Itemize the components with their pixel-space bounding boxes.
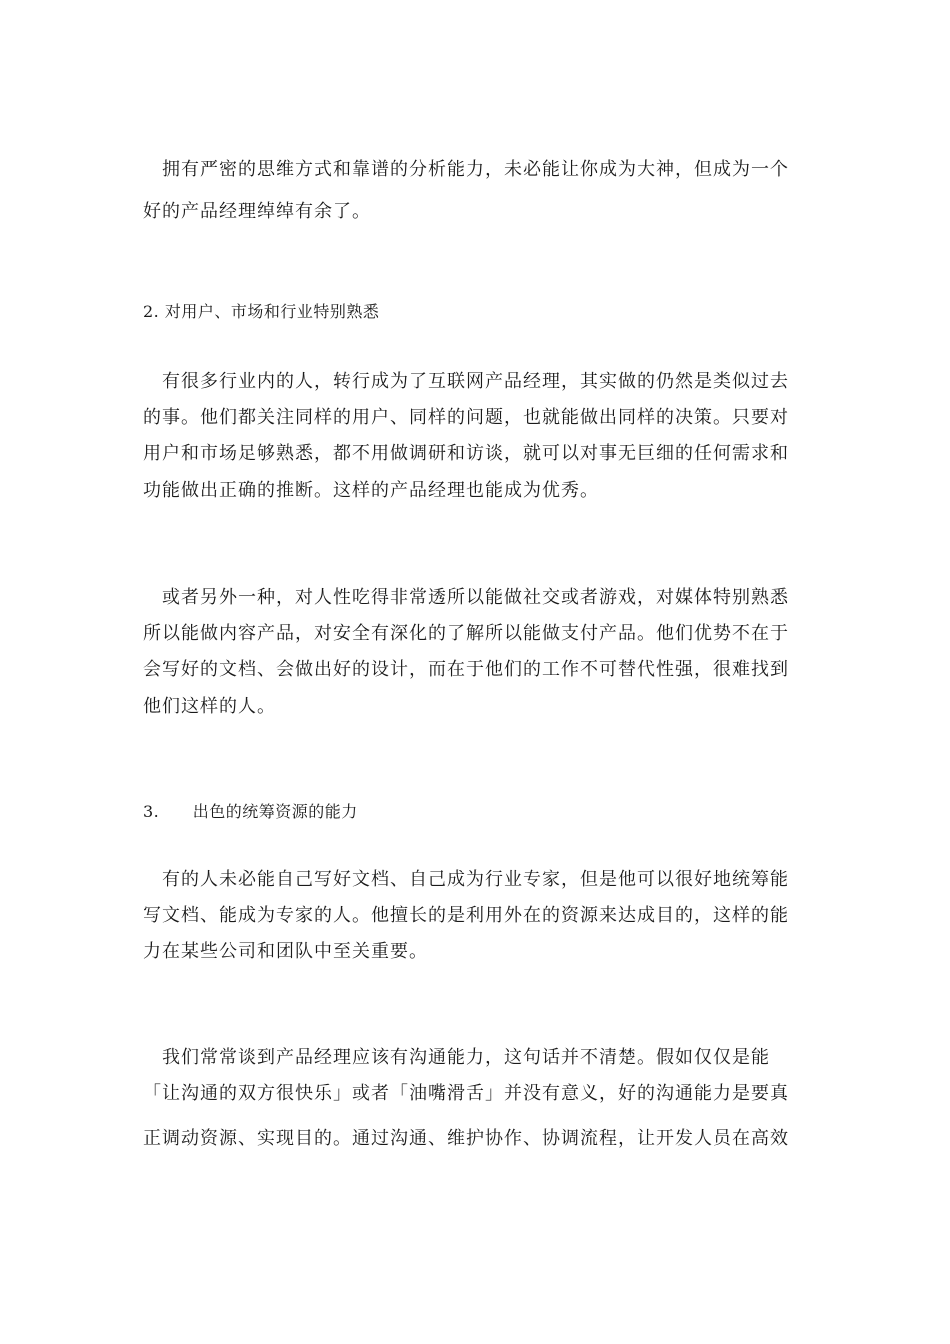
text-line: 力在某些公司和团队中至关重要。 bbox=[143, 941, 428, 962]
text-line: 所以能做内容产品，对安全有深化的了解所以能做支付产品。他们优势不在于 bbox=[143, 623, 789, 644]
text-line: 「让沟通的双方很快乐」或者「油嘴滑舌」并没有意义，好的沟通能力是要真 bbox=[143, 1083, 789, 1104]
text-line: 我们常常谈到产品经理应该有沟通能力，这句话并不清楚。假如仅仅是能 bbox=[143, 1047, 770, 1068]
text-line: 写文档、能成为专家的人。他擅长的是利用外在的资源来达成目的，这样的能 bbox=[143, 905, 789, 926]
text-line: 用户和市场足够熟悉，都不用做调研和访谈，就可以对事无巨细的任何需求和 bbox=[143, 443, 789, 464]
text-line: 他们这样的人。 bbox=[143, 696, 276, 717]
text-line: 会写好的文档、会做出好的设计，而在于他们的工作不可替代性强，很难找到 bbox=[143, 659, 789, 680]
section-heading-2: 2. 对用户、市场和行业特别熟悉 bbox=[143, 302, 380, 321]
text-line: 有很多行业内的人，转行成为了互联网产品经理，其实做的仍然是类似过去 bbox=[143, 371, 789, 392]
section-heading-3: 3. 出色的统筹资源的能力 bbox=[143, 802, 358, 821]
text-line: 好的产品经理绰绰有余了。 bbox=[143, 201, 371, 222]
text-line: 或者另外一种，对人性吃得非常透所以能做社交或者游戏，对媒体特别熟悉 bbox=[143, 587, 789, 608]
text-line: 功能做出正确的推断。这样的产品经理也能成为优秀。 bbox=[143, 480, 599, 501]
text-line: 有的人未必能自己写好文档、自己成为行业专家，但是他可以很好地统筹能 bbox=[143, 869, 789, 890]
text-line: 正调动资源、实现目的。通过沟通、维护协作、协调流程，让开发人员在高效 bbox=[143, 1128, 789, 1149]
text-line: 的事。他们都关注同样的用户、同样的问题，也就能做出同样的决策。只要对 bbox=[143, 407, 789, 428]
text-line: 拥有严密的思维方式和靠谱的分析能力，未必能让你成为大神，但成为一个 bbox=[143, 159, 789, 180]
